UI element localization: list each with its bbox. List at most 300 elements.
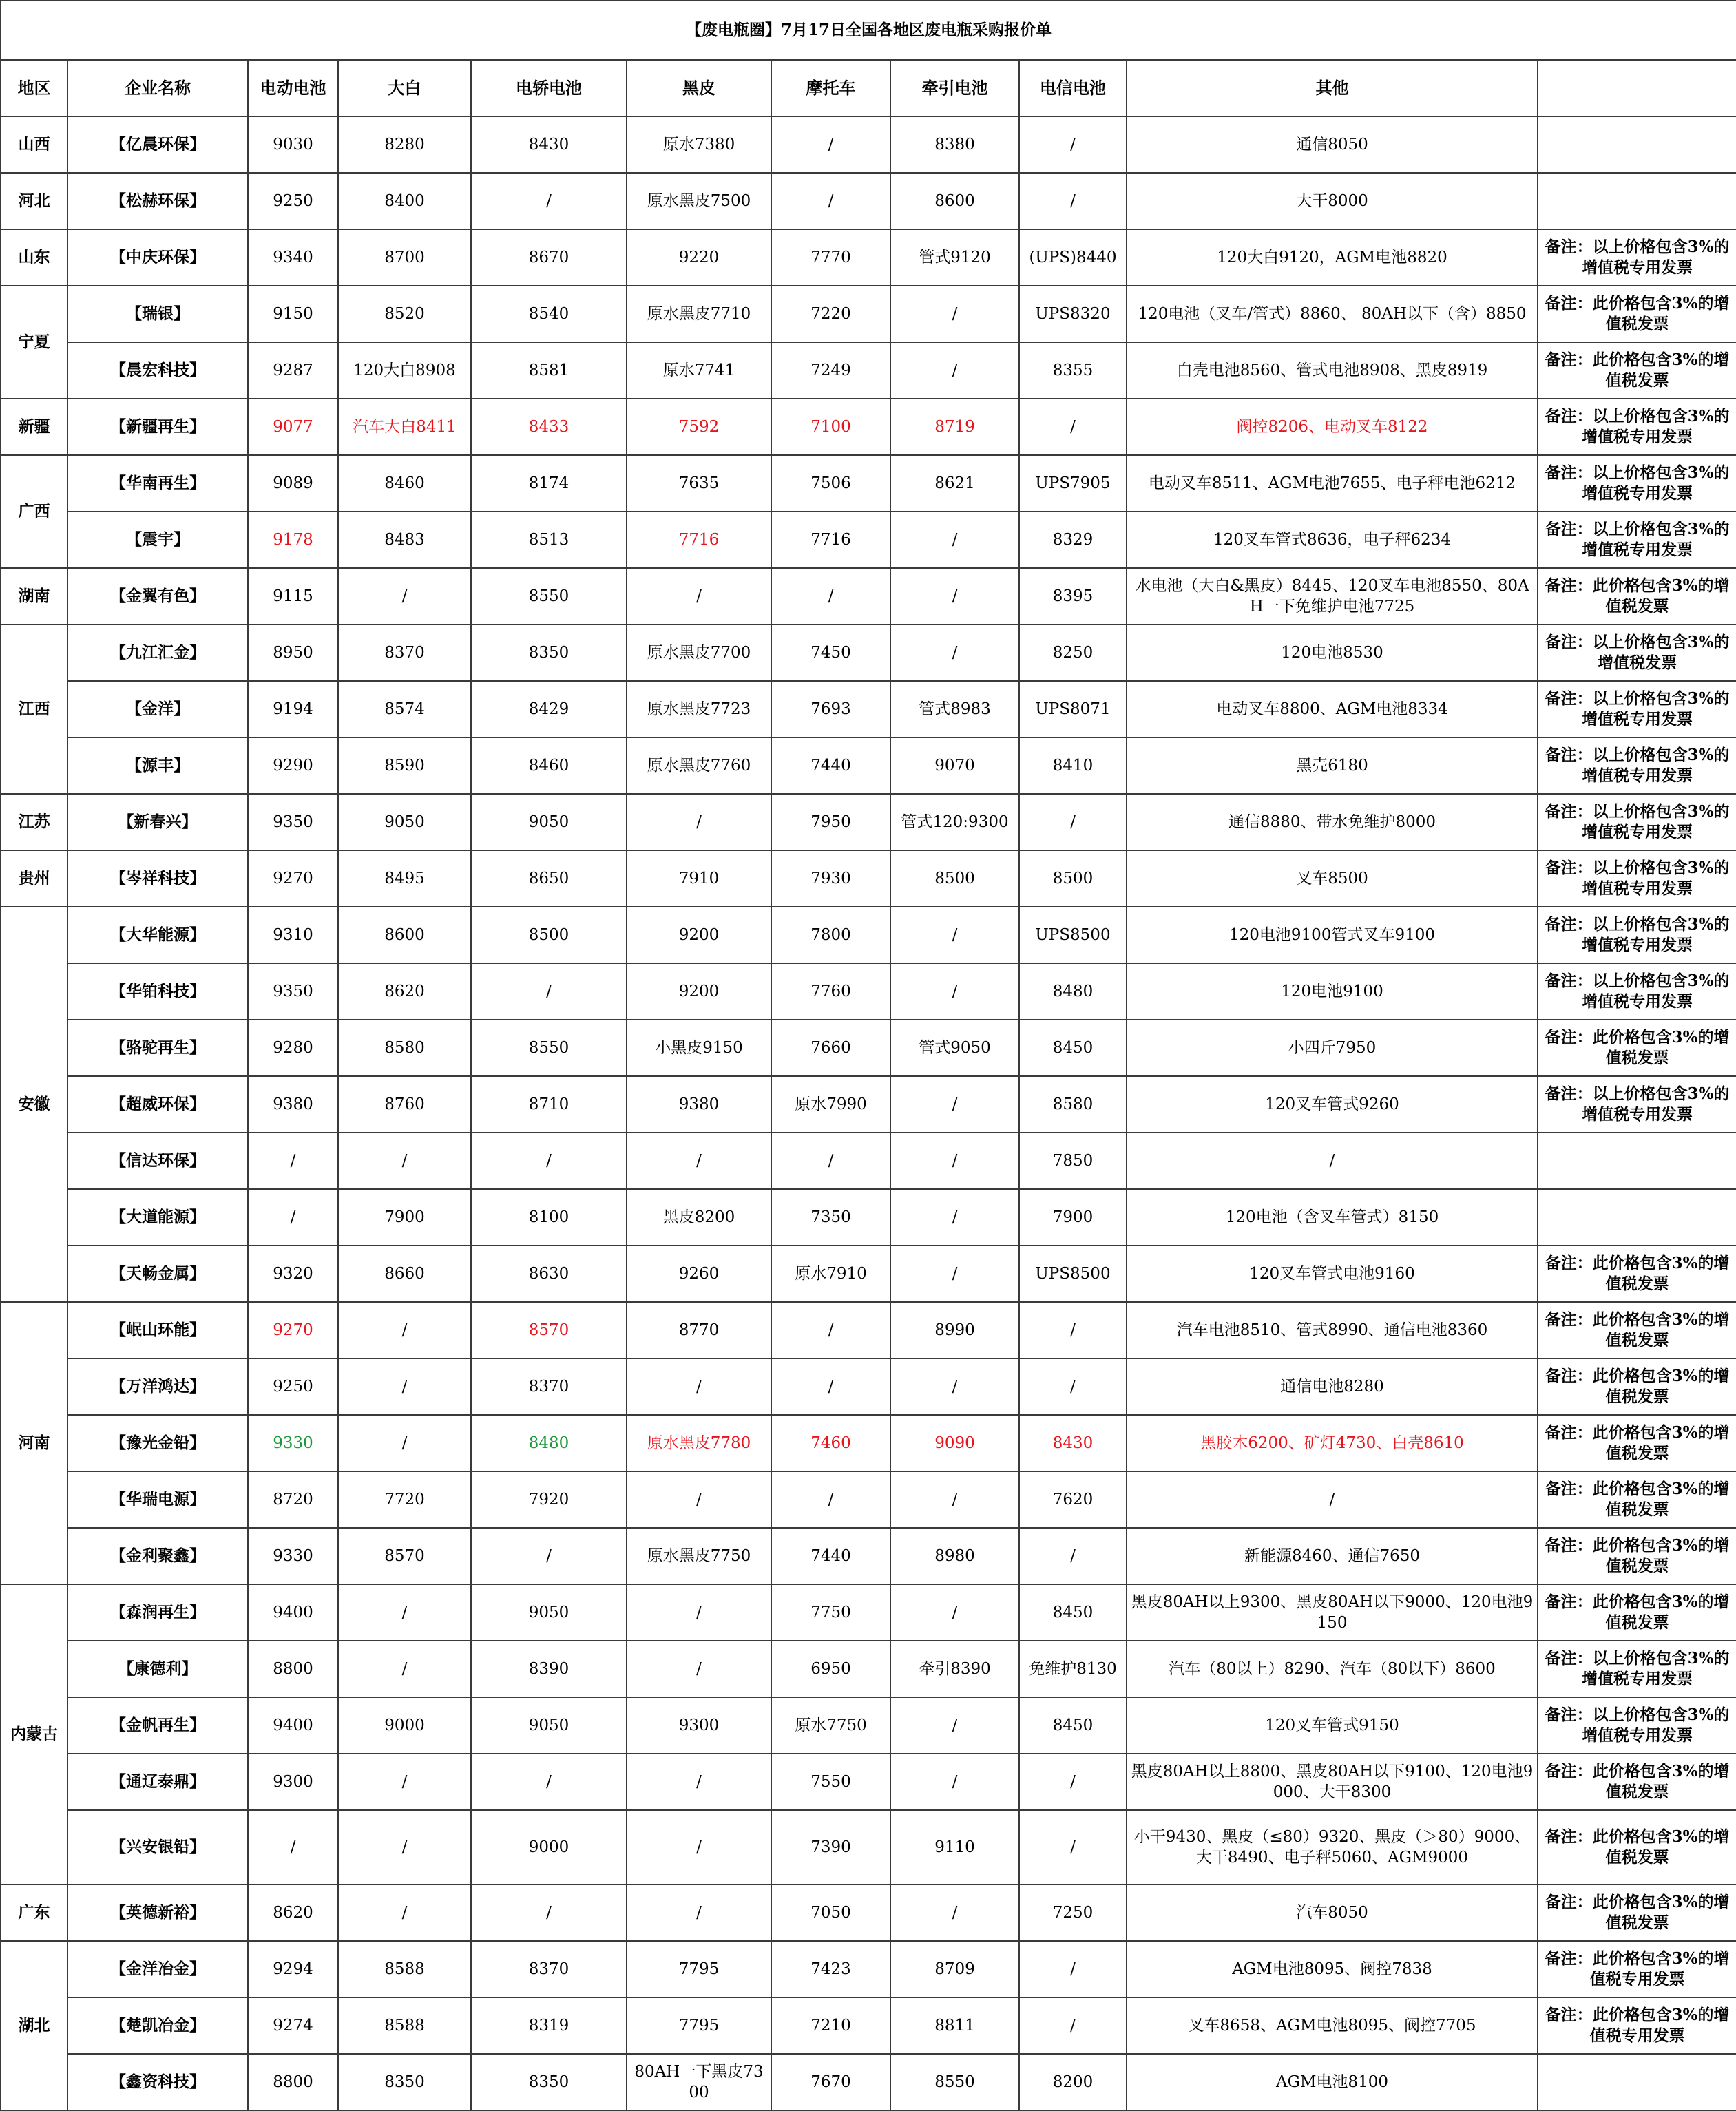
price-cell-heipi: / [627,1133,771,1189]
price-cell-dabai: 8700 [338,229,471,286]
price-cell-dabai: 8400 [338,173,471,229]
other-cell: 通信电池8280 [1127,1358,1538,1415]
company-cell: 【鑫资科技】 [67,2054,248,2110]
price-cell-car-battery: 8100 [471,1189,627,1246]
price-cell-heipi: 9200 [627,907,771,963]
price-cell-traction: 8990 [890,1302,1019,1358]
price-cell-traction: / [890,286,1019,342]
price-cell-motorcycle: / [771,1471,890,1528]
company-cell: 【新疆再生】 [67,399,248,455]
price-cell-traction: 管式9120 [890,229,1019,286]
price-cell-motorcycle: 7660 [771,1020,890,1076]
price-cell-motorcycle: 7460 [771,1415,890,1471]
price-cell-motorcycle: 7930 [771,850,890,907]
price-cell-heipi: 9200 [627,963,771,1020]
price-cell-ev-battery: 9340 [248,229,338,286]
price-cell-dabai: 8495 [338,850,471,907]
table-row [1,455,1736,512]
price-cell-motorcycle: 7423 [771,1941,890,1997]
price-cell-ev-battery: 8620 [248,1884,338,1941]
note-cell: 备注：以上价格包含3%的增值税专用发票 [1538,1641,1736,1697]
price-cell-traction: 8811 [890,1997,1019,2054]
company-cell: 【大华能源】 [67,907,248,963]
price-cell-heipi: / [627,1471,771,1528]
note-cell: 备注：此价格包含3%的增值税发票 [1538,1471,1736,1528]
price-cell-ev-battery: 8950 [248,624,338,681]
price-cell-motorcycle: 7760 [771,963,890,1020]
price-cell-telecom: UPS8500 [1019,907,1127,963]
price-cell-traction: 8550 [890,2054,1019,2110]
table-row [1,116,1736,173]
company-cell: 【华瑞电源】 [67,1471,248,1528]
price-cell-dabai: 汽车大白8411 [338,399,471,455]
price-cell-dabai: / [338,1302,471,1358]
header-row [1,60,1736,116]
price-cell-telecom: 8450 [1019,1020,1127,1076]
company-cell: 【天畅金属】 [67,1246,248,1302]
price-cell-dabai: 8370 [338,624,471,681]
price-cell-traction: 9110 [890,1810,1019,1884]
price-cell-heipi: 9260 [627,1246,771,1302]
company-cell: 【信达环保】 [67,1133,248,1189]
price-cell-heipi: 7716 [627,512,771,568]
price-cell-heipi: / [627,1641,771,1697]
price-cell-telecom: 8200 [1019,2054,1127,2110]
company-cell: 【兴安银铅】 [67,1810,248,1884]
price-cell-ev-battery: 9270 [248,850,338,907]
price-cell-car-battery: 8480 [471,1415,627,1471]
price-cell-dabai: 7720 [338,1471,471,1528]
table-row [1,342,1736,399]
price-cell-traction: 8500 [890,850,1019,907]
other-cell: 120大白9120，AGM电池8820 [1127,229,1538,286]
price-cell-traction: 牵引8390 [890,1641,1019,1697]
note-cell: 备注：以上价格包含3%的增值税专用发票 [1538,512,1736,568]
table-row [1,568,1736,624]
price-cell-traction: / [890,342,1019,399]
price-cell-telecom: 8450 [1019,1584,1127,1641]
table-row [1,286,1736,342]
region-cell: 河北 [1,173,67,229]
other-cell: AGM电池8100 [1127,2054,1538,2110]
price-cell-dabai: 8620 [338,963,471,1020]
price-cell-car-battery: 8350 [471,624,627,681]
header-cell-other: 其他 [1127,60,1538,116]
note-cell: 备注：以上价格包含3%的增值税专用发票 [1538,907,1736,963]
price-cell-telecom: / [1019,1810,1127,1884]
region-cell: 新疆 [1,399,67,455]
note-cell: 备注：以上价格包含3%的增值税专用发票 [1538,963,1736,1020]
header-cell-ev-battery: 电动电池 [248,60,338,116]
price-cell-motorcycle: 7100 [771,399,890,455]
price-cell-telecom: 8250 [1019,624,1127,681]
price-cell-telecom: 8500 [1019,850,1127,907]
company-cell: 【亿晨环保】 [67,116,248,173]
region-cell: 广东 [1,1884,67,1941]
price-cell-traction: / [890,1133,1019,1189]
price-cell-ev-battery: 9270 [248,1302,338,1358]
company-cell: 【超威环保】 [67,1076,248,1133]
price-cell-traction: 9070 [890,737,1019,794]
table-row [1,1133,1736,1189]
price-cell-car-battery: 8174 [471,455,627,512]
other-cell: 阀控8206、电动叉车8122 [1127,399,1538,455]
price-cell-dabai: / [338,568,471,624]
table-row [1,1754,1736,1810]
price-cell-motorcycle: / [771,1133,890,1189]
other-cell: 120电池（叉车/管式）8860、 80AH以下（含）8850 [1127,286,1538,342]
price-cell-telecom: 8580 [1019,1076,1127,1133]
price-cell-traction: 8600 [890,173,1019,229]
price-cell-ev-battery: 9115 [248,568,338,624]
price-cell-dabai: / [338,1754,471,1810]
price-cell-ev-battery: 9178 [248,512,338,568]
price-cell-ev-battery: 9350 [248,963,338,1020]
company-cell: 【森润再生】 [67,1584,248,1641]
table-row [1,1528,1736,1584]
price-cell-heipi: 7910 [627,850,771,907]
price-cell-motorcycle: 7440 [771,1528,890,1584]
price-cell-heipi: 7795 [627,1997,771,2054]
note-cell: 备注：以上价格包含3%的增值税专用发票 [1538,1076,1736,1133]
price-cell-telecom: 8480 [1019,963,1127,1020]
price-cell-telecom: UPS7905 [1019,455,1127,512]
table-row [1,399,1736,455]
region-cell: 江西 [1,624,67,794]
note-cell: 备注：此价格包含3%的增值税发票 [1538,1358,1736,1415]
price-cell-car-battery: / [471,173,627,229]
company-cell: 【源丰】 [67,737,248,794]
table-row [1,737,1736,794]
price-cell-telecom: 7250 [1019,1884,1127,1941]
table-row [1,624,1736,681]
table-row [1,173,1736,229]
note-cell: 备注：以上价格包含3%的增值税专用发票 [1538,737,1736,794]
price-cell-telecom: 8410 [1019,737,1127,794]
price-cell-heipi: 原水7741 [627,342,771,399]
price-cell-car-battery: 8370 [471,1941,627,1997]
table-row [1,1697,1736,1754]
price-cell-ev-battery: 8800 [248,2054,338,2110]
company-cell: 【万洋鸿达】 [67,1358,248,1415]
price-cell-motorcycle: 7670 [771,2054,890,2110]
price-cell-heipi: 80AH一下黑皮7300 [627,2054,771,2110]
price-cell-ev-battery: 9030 [248,116,338,173]
price-cell-heipi: 黑皮8200 [627,1189,771,1246]
price-cell-traction: / [890,512,1019,568]
price-cell-motorcycle: 7950 [771,794,890,850]
other-cell: / [1127,1471,1538,1528]
price-cell-car-battery: 9050 [471,1584,627,1641]
price-cell-ev-battery: 9330 [248,1528,338,1584]
price-cell-ev-battery: 9280 [248,1020,338,1076]
price-cell-heipi: / [627,1584,771,1641]
company-cell: 【岑祥科技】 [67,850,248,907]
header-cell-motorcycle: 摩托车 [771,60,890,116]
price-cell-motorcycle: / [771,116,890,173]
company-cell: 【康德利】 [67,1641,248,1697]
note-cell: 备注：以上价格包含3%的增值税专用发票 [1538,399,1736,455]
price-cell-car-battery: 8670 [471,229,627,286]
table-row [1,229,1736,286]
price-cell-car-battery: 8460 [471,737,627,794]
price-cell-dabai: 8280 [338,116,471,173]
price-cell-dabai: 8520 [338,286,471,342]
price-cell-car-battery: 8570 [471,1302,627,1358]
price-cell-telecom: / [1019,1754,1127,1810]
price-cell-dabai: 8460 [338,455,471,512]
price-cell-motorcycle: 原水7990 [771,1076,890,1133]
price-cell-car-battery: 8630 [471,1246,627,1302]
company-cell: 【华南再生】 [67,455,248,512]
region-cell: 宁夏 [1,286,67,399]
price-cell-motorcycle: / [771,1358,890,1415]
price-cell-ev-battery: / [248,1189,338,1246]
price-cell-motorcycle: 原水7910 [771,1246,890,1302]
other-cell: 大干8000 [1127,173,1538,229]
price-cell-ev-battery: 9380 [248,1076,338,1133]
price-cell-heipi: / [627,568,771,624]
price-cell-heipi: 原水黑皮7700 [627,624,771,681]
table-row [1,1076,1736,1133]
price-cell-traction: 8709 [890,1941,1019,1997]
price-cell-telecom: / [1019,173,1127,229]
price-cell-traction: / [890,1697,1019,1754]
price-cell-traction: / [890,1471,1019,1528]
price-cell-car-battery: 8513 [471,512,627,568]
table-row [1,1584,1736,1641]
table-row [1,1471,1736,1528]
table-row [1,850,1736,907]
table-row [1,681,1736,737]
company-cell: 【震宇】 [67,512,248,568]
table-row [1,1997,1736,2054]
price-cell-ev-battery: 9320 [248,1246,338,1302]
price-cell-traction: / [890,1189,1019,1246]
header-cell-note [1538,60,1736,116]
price-cell-car-battery: 8650 [471,850,627,907]
price-cell-motorcycle: 7220 [771,286,890,342]
price-cell-traction: / [890,1584,1019,1641]
price-cell-dabai: / [338,1810,471,1884]
price-cell-motorcycle: 7550 [771,1754,890,1810]
price-cell-ev-battery: 9077 [248,399,338,455]
price-cell-telecom: 8430 [1019,1415,1127,1471]
table-row [1,1415,1736,1471]
price-cell-telecom: / [1019,1528,1127,1584]
table-row [1,963,1736,1020]
price-cell-telecom: / [1019,1302,1127,1358]
other-cell: 120电池9100 [1127,963,1538,1020]
price-cell-car-battery: 8581 [471,342,627,399]
region-cell: 河南 [1,1302,67,1584]
price-cell-heipi: 原水黑皮7750 [627,1528,771,1584]
other-cell: 水电池（大白&黑皮）8445、120叉车电池8550、80AH一下免维护电池7725 [1127,568,1538,624]
price-cell-dabai: 8590 [338,737,471,794]
price-cell-motorcycle: 6950 [771,1641,890,1697]
company-cell: 【金翼有色】 [67,568,248,624]
price-cell-car-battery: 8350 [471,2054,627,2110]
note-cell: 备注：以上价格包含3%的增值税专用发票 [1538,229,1736,286]
price-cell-dabai: 8570 [338,1528,471,1584]
region-cell: 贵州 [1,850,67,907]
price-cell-heipi: 原水黑皮7780 [627,1415,771,1471]
company-cell: 【晨宏科技】 [67,342,248,399]
note-cell: 备注：此价格包含3%的增值税发票 [1538,1810,1736,1884]
other-cell: 叉车8500 [1127,850,1538,907]
price-cell-heipi: 原水黑皮7500 [627,173,771,229]
note-cell: 备注：以上价格包含3%的增值税专用发票 [1538,681,1736,737]
header-cell-car-battery: 电轿电池 [471,60,627,116]
price-cell-telecom: 8329 [1019,512,1127,568]
note-cell: 备注：此价格包含3%的增值税发票 [1538,1415,1736,1471]
price-cell-ev-battery: 9089 [248,455,338,512]
price-cell-traction: / [890,1884,1019,1941]
note-cell [1538,2054,1736,2110]
table-row [1,1641,1736,1697]
price-cell-ev-battery: 9287 [248,342,338,399]
header-cell-company: 企业名称 [67,60,248,116]
price-cell-traction: 管式9050 [890,1020,1019,1076]
company-cell: 【瑞银】 [67,286,248,342]
price-cell-dabai: 8588 [338,1941,471,1997]
price-cell-telecom: 7620 [1019,1471,1127,1528]
other-cell: 黑壳6180 [1127,737,1538,794]
price-cell-car-battery: 9050 [471,794,627,850]
price-cell-car-battery: 8430 [471,116,627,173]
other-cell: 120叉车管式9260 [1127,1076,1538,1133]
note-cell: 备注：此价格包含3%的增值税发票 [1538,1754,1736,1810]
company-cell: 【金洋】 [67,681,248,737]
price-cell-ev-battery: 9250 [248,1358,338,1415]
price-cell-motorcycle: / [771,1302,890,1358]
price-cell-traction: 管式8983 [890,681,1019,737]
header-cell-dabai: 大白 [338,60,471,116]
title-row [1,1,1736,60]
price-cell-dabai: 9000 [338,1697,471,1754]
table-row [1,512,1736,568]
price-cell-ev-battery: 9150 [248,286,338,342]
other-cell: 120电池9100管式叉车9100 [1127,907,1538,963]
price-cell-ev-battery: 9294 [248,1941,338,1997]
price-cell-heipi: 7592 [627,399,771,455]
table-row [1,2054,1736,2110]
company-cell: 【中庆环保】 [67,229,248,286]
other-cell: 叉车8658、AGM电池8095、阀控7705 [1127,1997,1538,2054]
price-cell-telecom: UPS8500 [1019,1246,1127,1302]
price-cell-heipi: / [627,1358,771,1415]
region-cell: 内蒙古 [1,1584,67,1884]
header-cell-heipi: 黑皮 [627,60,771,116]
price-cell-ev-battery: 8720 [248,1471,338,1528]
header-cell-traction: 牵引电池 [890,60,1019,116]
price-cell-dabai: 8600 [338,907,471,963]
company-cell: 【松赫环保】 [67,173,248,229]
price-cell-motorcycle: / [771,173,890,229]
price-cell-motorcycle: 7506 [771,455,890,512]
other-cell: 通信8050 [1127,116,1538,173]
note-cell [1538,116,1736,173]
note-cell: 备注：此价格包含3%的增值税发票 [1538,568,1736,624]
price-cell-dabai: 8350 [338,2054,471,2110]
price-cell-motorcycle: 7249 [771,342,890,399]
price-cell-motorcycle: 7750 [771,1584,890,1641]
price-cell-car-battery: 7920 [471,1471,627,1528]
price-cell-heipi: 7795 [627,1941,771,1997]
company-cell: 【金洋冶金】 [67,1941,248,1997]
other-cell: 120叉车管式9150 [1127,1697,1538,1754]
price-cell-dabai: 8574 [338,681,471,737]
company-cell: 【楚凯冶金】 [67,1997,248,2054]
header-cell-region: 地区 [1,60,67,116]
price-cell-traction: 8621 [890,455,1019,512]
price-cell-telecom: 8395 [1019,568,1127,624]
price-cell-traction: / [890,963,1019,1020]
company-cell: 【九江汇金】 [67,624,248,681]
note-cell [1538,1133,1736,1189]
price-cell-telecom: 免维护8130 [1019,1641,1127,1697]
other-cell: 汽车电池8510、管式8990、通信电池8360 [1127,1302,1538,1358]
price-cell-heipi: 7635 [627,455,771,512]
price-cell-telecom: 8355 [1019,342,1127,399]
price-cell-motorcycle: 7050 [771,1884,890,1941]
price-cell-heipi: / [627,794,771,850]
other-cell: 白壳电池8560、管式电池8908、黑皮8919 [1127,342,1538,399]
note-cell: 备注：此价格包含3%的增值税专用发票 [1538,1941,1736,1997]
price-cell-telecom: / [1019,116,1127,173]
price-cell-heipi: 9380 [627,1076,771,1133]
company-cell: 【英德新裕】 [67,1884,248,1941]
other-cell: / [1127,1133,1538,1189]
region-cell: 广西 [1,455,67,568]
note-cell: 备注：此价格包含3%的增值税发票 [1538,1246,1736,1302]
price-cell-car-battery: 9050 [471,1697,627,1754]
note-cell: 备注：此价格包含3%的增值税发票 [1538,1884,1736,1941]
price-cell-heipi: / [627,1884,771,1941]
price-cell-ev-battery: 9194 [248,681,338,737]
price-cell-traction: / [890,1076,1019,1133]
price-cell-dabai: / [338,1641,471,1697]
price-cell-heipi: 原水黑皮7710 [627,286,771,342]
note-cell: 备注：此价格包含3%的增值税发票 [1538,286,1736,342]
price-cell-car-battery: 8710 [471,1076,627,1133]
price-cell-motorcycle: 原水7750 [771,1697,890,1754]
price-cell-motorcycle: 7450 [771,624,890,681]
price-cell-traction: / [890,907,1019,963]
price-cell-telecom: 7850 [1019,1133,1127,1189]
note-cell: 备注：此价格包含3%的增值税发票 [1538,1528,1736,1584]
company-cell: 【大道能源】 [67,1189,248,1246]
price-cell-traction: / [890,1246,1019,1302]
price-cell-dabai: 9050 [338,794,471,850]
table-row [1,1246,1736,1302]
price-cell-ev-battery: 8800 [248,1641,338,1697]
price-cell-telecom: / [1019,1997,1127,2054]
price-cell-motorcycle: / [771,568,890,624]
price-cell-traction: / [890,568,1019,624]
company-cell: 【华铂科技】 [67,963,248,1020]
price-cell-car-battery: / [471,1528,627,1584]
other-cell: 120叉车管式电池9160 [1127,1246,1538,1302]
price-cell-motorcycle: 7800 [771,907,890,963]
table-row [1,1302,1736,1358]
price-cell-dabai: 8760 [338,1076,471,1133]
price-cell-car-battery: 8319 [471,1997,627,2054]
table-row [1,794,1736,850]
price-cell-heipi: 9300 [627,1697,771,1754]
note-cell: 备注：以上价格包含3%的增值税专用发票 [1538,455,1736,512]
region-cell: 江苏 [1,794,67,850]
